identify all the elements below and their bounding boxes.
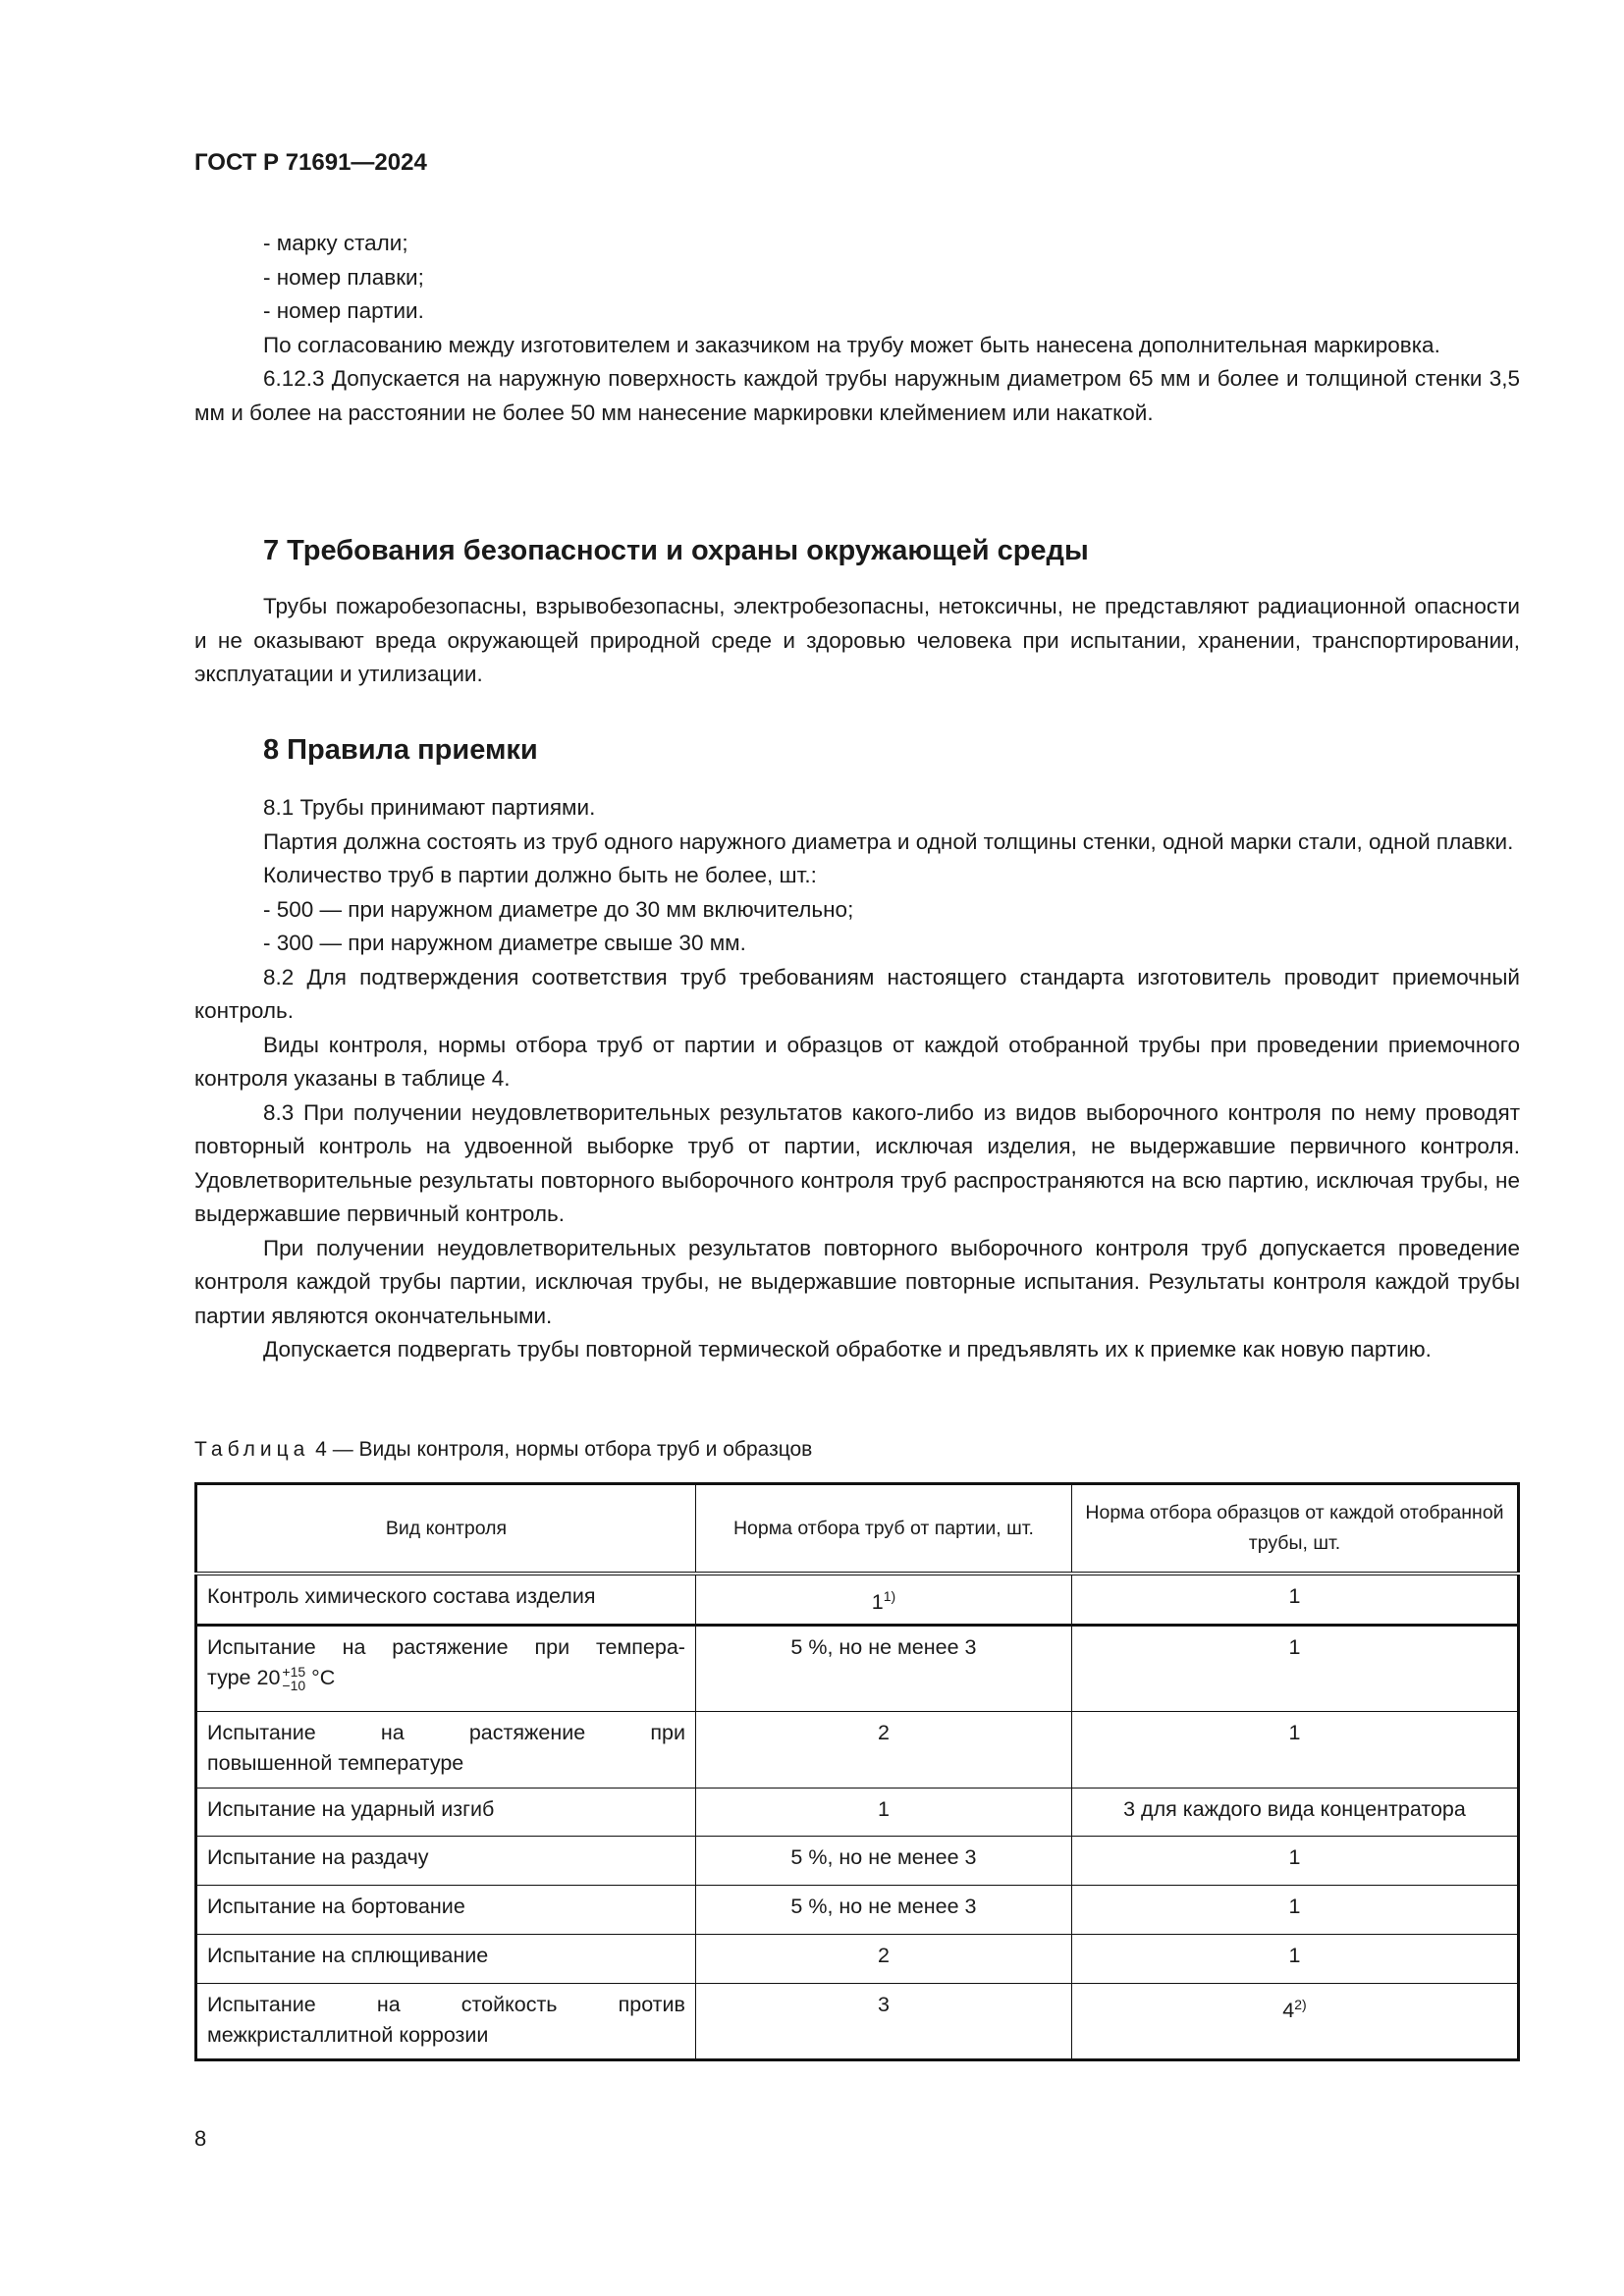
paragraph: По согласованию между изготовителем и заказчиком на трубу может быть нанесена дополнительная маркировка.	[263, 332, 1440, 357]
list-item: - 500 — при наружном диаметре до 30 мм включительно;	[263, 896, 854, 922]
paragraph: 8.2 Для подтверждения соответствия труб требованиям настоящего стандарта изготовитель проводит приемочный контроль.	[194, 964, 1520, 1023]
cell: 2	[695, 1935, 1071, 1984]
cell-value: 4	[1282, 1999, 1295, 2023]
cell: 1	[1071, 1626, 1518, 1712]
cell: 2	[695, 1712, 1071, 1789]
cell: 3	[695, 1984, 1071, 2060]
paragraph: 8.3 При получении неудовлетворительных результатов какого-либо из видов выборочного контроля по нему проводят повторный контроль на удвоенной выборке труб от партии, исключая изделия, не выдержавшие первичного контроля. Удовлетворительные результаты повторного выборочного контроля труб распространяются на всю партию, исключая трубы, не выдержавшие первичный контроль.	[194, 1099, 1520, 1226]
cell: 1	[1071, 1935, 1518, 1984]
cell: 3 для каждого вида концентратора	[1071, 1789, 1518, 1837]
tolerance-lower: −10	[282, 1678, 306, 1694]
section-8-heading: 8 Правила приемки	[263, 734, 538, 766]
cell	[695, 1574, 1071, 1626]
tolerance	[282, 1665, 305, 1692]
cell-value: 1	[871, 1590, 884, 1615]
table-row	[196, 1984, 1519, 2060]
table-row	[196, 1837, 1519, 1886]
list-item: - номер партии.	[263, 298, 424, 323]
column-header: Норма отбора труб от партии, шт.	[695, 1484, 1071, 1575]
cell	[1071, 1984, 1518, 2060]
cell: 1	[1071, 1712, 1518, 1789]
page-number: 8	[194, 2126, 207, 2151]
document-header: ГОСТ Р 71691—2024	[194, 149, 427, 176]
paragraph: Трубы пожаробезопасны, взрывобезопасны, электробезопасны, нетоксичны, не представляют радиационной опасности и не оказывают вреда окружающей природной среде и здоровью человека при испытании, хранении, транспортировании, эксплуатации и утилизации.	[194, 594, 1520, 686]
section-8-body	[194, 791, 1520, 1367]
paragraph: 8.1 Трубы принимают партиями.	[263, 795, 596, 820]
cell-line: повышенной температуре	[207, 1751, 464, 1776]
cell	[196, 1626, 696, 1712]
cell: 1	[695, 1789, 1071, 1837]
caption-word: Таблица	[194, 1438, 310, 1461]
cell: Контроль химического состава изделия	[196, 1574, 696, 1626]
section-7-body	[194, 590, 1520, 692]
list-item: - 300 — при наружном диаметре свыше 30 мм.	[263, 931, 746, 955]
tolerance-upper: +15	[282, 1664, 306, 1681]
cell: Испытание на раздачу	[196, 1837, 696, 1886]
paragraph: Допускается подвергать трубы повторной термической обработке и предъявлять их к приемке как новую партию.	[263, 1337, 1432, 1362]
cell-line: Испытание на растяжение при	[207, 1721, 685, 1745]
column-header: Норма отбора образцов от каждой отобранной трубы, шт.	[1071, 1484, 1518, 1575]
column-header: Вид контроля	[196, 1484, 696, 1575]
list-item: - марку стали;	[263, 231, 408, 255]
paragraph: Количество труб в партии должно быть не более, шт.:	[263, 863, 817, 887]
cell: Испытание на бортование	[196, 1886, 696, 1935]
cell-line	[207, 1663, 685, 1693]
table-row	[196, 1712, 1519, 1789]
table-row	[196, 1789, 1519, 1837]
cell: Испытание на ударный изгиб	[196, 1789, 696, 1837]
cell-line: Испытание на стойкость против	[207, 1993, 685, 2017]
cell: 5 %, но не менее 3	[695, 1886, 1071, 1935]
cell-line: межкристаллитной коррозии	[207, 2023, 489, 2048]
cell: 1	[1071, 1837, 1518, 1886]
cell	[196, 1712, 696, 1789]
cell: Испытание на сплющивание	[196, 1935, 696, 1984]
table-row	[196, 1935, 1519, 1984]
section-7-heading: 7 Требования безопасности и охраны окружающей среды	[263, 535, 1089, 566]
paragraph: 6.12.3 Допускается на наружную поверхность каждой трубы наружным диаметром 65 мм и более и толщиной стенки 3,5 мм и более на расстоянии не более 50 мм нанесение маркировки клеймением или накаткой.	[194, 366, 1520, 425]
control-table	[194, 1482, 1520, 2061]
table-caption	[194, 1438, 812, 1462]
cell: 5 %, но не менее 3	[695, 1837, 1071, 1886]
table-header-row	[196, 1484, 1519, 1575]
cell-text: туре 20	[207, 1666, 281, 1690]
paragraph: При получении неудовлетворительных результатов повторного выборочного контроля труб допускается проведение контроля каждой трубы партии, исключая трубы, не выдержавшие повторные испытания. Результаты контроля каждой трубы партии являются окончательными.	[194, 1235, 1520, 1328]
paragraph: Виды контроля, нормы отбора труб от партии и образцов от каждой отобранной трубы при проведении приемочного контроля указаны в таблице 4.	[194, 1032, 1520, 1091]
footnote-ref: 1)	[883, 1588, 896, 1604]
marking-section	[194, 227, 1520, 430]
unit: °С	[305, 1666, 336, 1690]
cell: 5 %, но не менее 3	[695, 1626, 1071, 1712]
cell: 1	[1071, 1574, 1518, 1626]
table-row	[196, 1886, 1519, 1935]
table-row	[196, 1574, 1519, 1626]
footnote-ref: 2)	[1294, 1997, 1307, 2013]
caption-text: 4 — Виды контроля, нормы отбора труб и образцов	[309, 1438, 813, 1461]
table-row	[196, 1626, 1519, 1712]
cell	[196, 1984, 696, 2060]
cell-line: Испытание на растяжение при темпера-	[207, 1635, 685, 1660]
paragraph: Партия должна состоять из труб одного наружного диаметра и одной толщины стенки, одной марки стали, одной плавки.	[263, 828, 1514, 854]
list-item: - номер плавки;	[263, 264, 424, 290]
cell: 1	[1071, 1886, 1518, 1935]
